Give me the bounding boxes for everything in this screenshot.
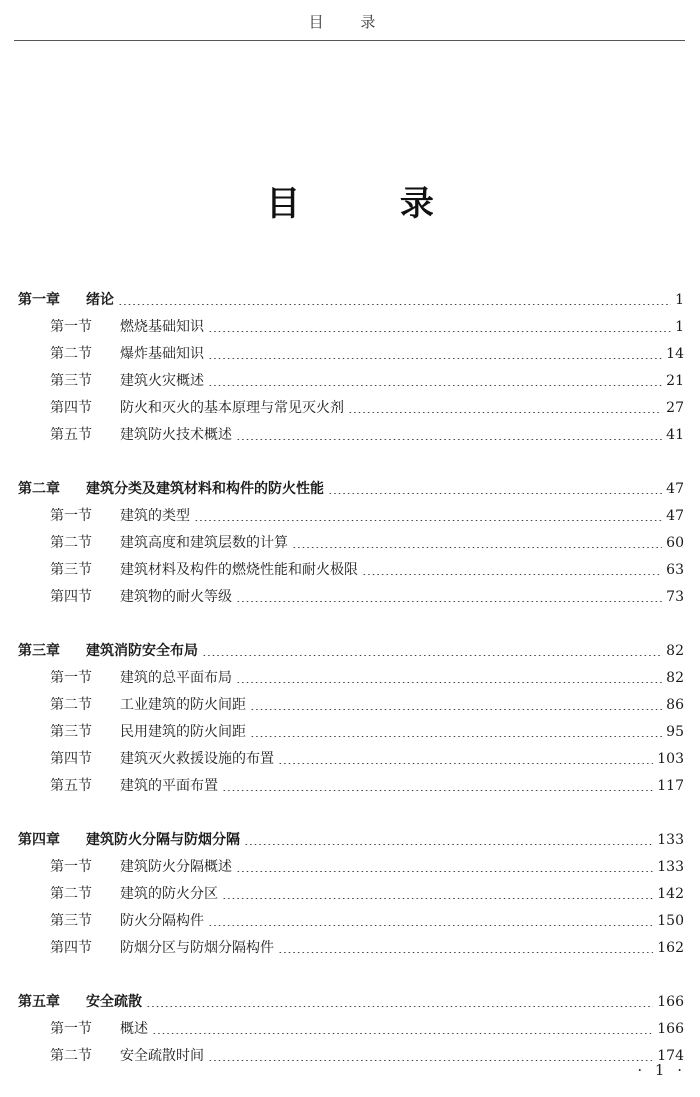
entry-page-number: 47 xyxy=(666,481,684,497)
entry-number: 第三节 xyxy=(50,562,92,578)
entry-page-number: 73 xyxy=(666,589,684,605)
chapter-entry[interactable] xyxy=(0,827,700,854)
table-of-contents xyxy=(0,287,700,1097)
entry-number: 第二节 xyxy=(50,1048,92,1064)
entry-number: 第三节 xyxy=(50,913,92,929)
entry-title: 建筑防火技术概述 xyxy=(120,427,232,443)
entry-number: 第四章 xyxy=(18,832,60,848)
entry-title: 概述 xyxy=(120,1021,148,1037)
entry-number: 第三节 xyxy=(50,724,92,740)
entry-title: 工业建筑的防火间距 xyxy=(120,697,246,713)
chapter-entry[interactable] xyxy=(0,287,700,314)
chapter-block xyxy=(0,476,700,611)
chapter-block xyxy=(0,287,700,449)
dot-leader xyxy=(152,1033,653,1034)
dot-leader xyxy=(236,682,662,683)
section-entry[interactable] xyxy=(0,1016,700,1043)
section-entry[interactable] xyxy=(0,692,700,719)
entry-number: 第二章 xyxy=(18,481,60,497)
entry-title: 建筑的平面布置 xyxy=(120,778,218,794)
section-entry[interactable] xyxy=(0,1043,700,1070)
dot-leader xyxy=(328,493,662,494)
chapter-entry[interactable] xyxy=(0,476,700,503)
entry-page-number: 174 xyxy=(657,1048,684,1064)
entry-title: 建筑高度和建筑层数的计算 xyxy=(120,535,288,551)
entry-number: 第一节 xyxy=(50,508,92,524)
entry-title: 建筑防火分隔与防烟分隔 xyxy=(86,832,240,848)
dot-leader xyxy=(202,655,662,656)
entry-number: 第四节 xyxy=(50,400,92,416)
entry-title: 建筑分类及建筑材料和构件的防火性能 xyxy=(86,481,324,497)
dot-leader xyxy=(236,871,653,872)
entry-page-number: 60 xyxy=(666,535,684,551)
entry-page-number: 142 xyxy=(657,886,684,902)
entry-page-number: 82 xyxy=(666,643,684,659)
entry-number: 第二节 xyxy=(50,697,92,713)
entry-number: 第四节 xyxy=(50,751,92,767)
entry-title: 安全疏散 xyxy=(86,994,142,1010)
entry-number: 第五章 xyxy=(18,994,60,1010)
dot-leader xyxy=(222,790,653,791)
dot-leader xyxy=(292,547,662,548)
entry-page-number: 63 xyxy=(666,562,684,578)
entry-page-number: 166 xyxy=(657,1021,684,1037)
entry-number: 第二节 xyxy=(50,535,92,551)
dot-leader xyxy=(250,709,662,710)
entry-number: 第一节 xyxy=(50,1021,92,1037)
entry-title: 防烟分区与防烟分隔构件 xyxy=(120,940,274,956)
dot-leader xyxy=(250,736,662,737)
dot-leader xyxy=(278,952,653,953)
section-entry[interactable] xyxy=(0,773,700,800)
entry-page-number: 14 xyxy=(666,346,684,362)
entry-number: 第五节 xyxy=(50,427,92,443)
section-entry[interactable] xyxy=(0,908,700,935)
entry-page-number: 103 xyxy=(657,751,684,767)
entry-page-number: 1 xyxy=(675,292,684,308)
entry-number: 第四节 xyxy=(50,940,92,956)
entry-title: 防火分隔构件 xyxy=(120,913,204,929)
dot-leader xyxy=(348,412,662,413)
entry-number: 第五节 xyxy=(50,778,92,794)
section-entry[interactable] xyxy=(0,503,700,530)
entry-number: 第一章 xyxy=(18,292,60,308)
dot-leader xyxy=(362,574,662,575)
dot-leader xyxy=(244,844,653,845)
section-entry[interactable] xyxy=(0,395,700,422)
entry-page-number: 1 xyxy=(675,319,684,335)
entry-page-number: 21 xyxy=(666,373,684,389)
section-entry[interactable] xyxy=(0,314,700,341)
entry-page-number: 162 xyxy=(657,940,684,956)
entry-title: 建筑灭火救援设施的布置 xyxy=(120,751,274,767)
entry-page-number: 95 xyxy=(666,724,684,740)
entry-number: 第一节 xyxy=(50,859,92,875)
entry-number: 第四节 xyxy=(50,589,92,605)
chapter-entry[interactable] xyxy=(0,638,700,665)
entry-page-number: 150 xyxy=(657,913,684,929)
entry-title: 爆炸基础知识 xyxy=(120,346,204,362)
entry-page-number: 41 xyxy=(666,427,684,443)
dot-leader xyxy=(208,925,653,926)
dot-leader xyxy=(278,763,653,764)
dot-leader xyxy=(146,1006,653,1007)
section-entry[interactable] xyxy=(0,422,700,449)
dot-leader xyxy=(222,898,653,899)
section-entry[interactable] xyxy=(0,935,700,962)
entry-title: 建筑的防火分区 xyxy=(120,886,218,902)
entry-page-number: 27 xyxy=(666,400,684,416)
section-entry[interactable] xyxy=(0,557,700,584)
dot-leader xyxy=(118,304,671,305)
dot-leader xyxy=(208,331,671,332)
dot-leader xyxy=(208,358,662,359)
section-entry[interactable] xyxy=(0,854,700,881)
entry-title: 建筑材料及构件的燃烧性能和耐火极限 xyxy=(120,562,358,578)
chapter-block xyxy=(0,989,700,1070)
entry-page-number: 86 xyxy=(666,697,684,713)
entry-number: 第一节 xyxy=(50,670,92,686)
dot-leader xyxy=(208,1060,653,1061)
entry-title: 建筑物的耐火等级 xyxy=(120,589,232,605)
section-entry[interactable] xyxy=(0,584,700,611)
section-entry[interactable] xyxy=(0,530,700,557)
chapter-entry[interactable] xyxy=(0,989,700,1016)
entry-title: 民用建筑的防火间距 xyxy=(120,724,246,740)
section-entry[interactable] xyxy=(0,881,700,908)
entry-title: 建筑防火分隔概述 xyxy=(120,859,232,875)
entry-title: 防火和灭火的基本原理与常见灭火剂 xyxy=(120,400,344,416)
chapter-block xyxy=(0,638,700,800)
entry-page-number: 82 xyxy=(666,670,684,686)
dot-leader xyxy=(236,601,662,602)
chapter-block xyxy=(0,827,700,962)
entry-title: 建筑的类型 xyxy=(120,508,190,524)
dot-leader xyxy=(208,385,662,386)
entry-number: 第三节 xyxy=(50,373,92,389)
page-number: · 1 · xyxy=(637,1061,686,1079)
entry-title: 建筑火灾概述 xyxy=(120,373,204,389)
dot-leader xyxy=(194,520,662,521)
dot-leader xyxy=(236,439,662,440)
entry-title: 建筑消防安全布局 xyxy=(86,643,198,659)
header-rule xyxy=(14,40,685,41)
section-entry[interactable] xyxy=(0,341,700,368)
running-head: 目 录 xyxy=(308,13,392,31)
entry-page-number: 133 xyxy=(657,859,684,875)
page-title: 目 录 xyxy=(266,184,478,224)
section-entry[interactable] xyxy=(0,719,700,746)
entry-number: 第二节 xyxy=(50,886,92,902)
entry-title: 建筑的总平面布局 xyxy=(120,670,232,686)
entry-page-number: 47 xyxy=(666,508,684,524)
entry-page-number: 166 xyxy=(657,994,684,1010)
entry-title: 燃烧基础知识 xyxy=(120,319,204,335)
entry-number: 第三章 xyxy=(18,643,60,659)
section-entry[interactable] xyxy=(0,746,700,773)
entry-number: 第二节 xyxy=(50,346,92,362)
entry-title: 绪论 xyxy=(86,292,114,308)
entry-page-number: 133 xyxy=(657,832,684,848)
entry-title: 安全疏散时间 xyxy=(120,1048,204,1064)
section-entry[interactable] xyxy=(0,665,700,692)
entry-number: 第一节 xyxy=(50,319,92,335)
entry-page-number: 117 xyxy=(657,778,684,794)
section-entry[interactable] xyxy=(0,368,700,395)
